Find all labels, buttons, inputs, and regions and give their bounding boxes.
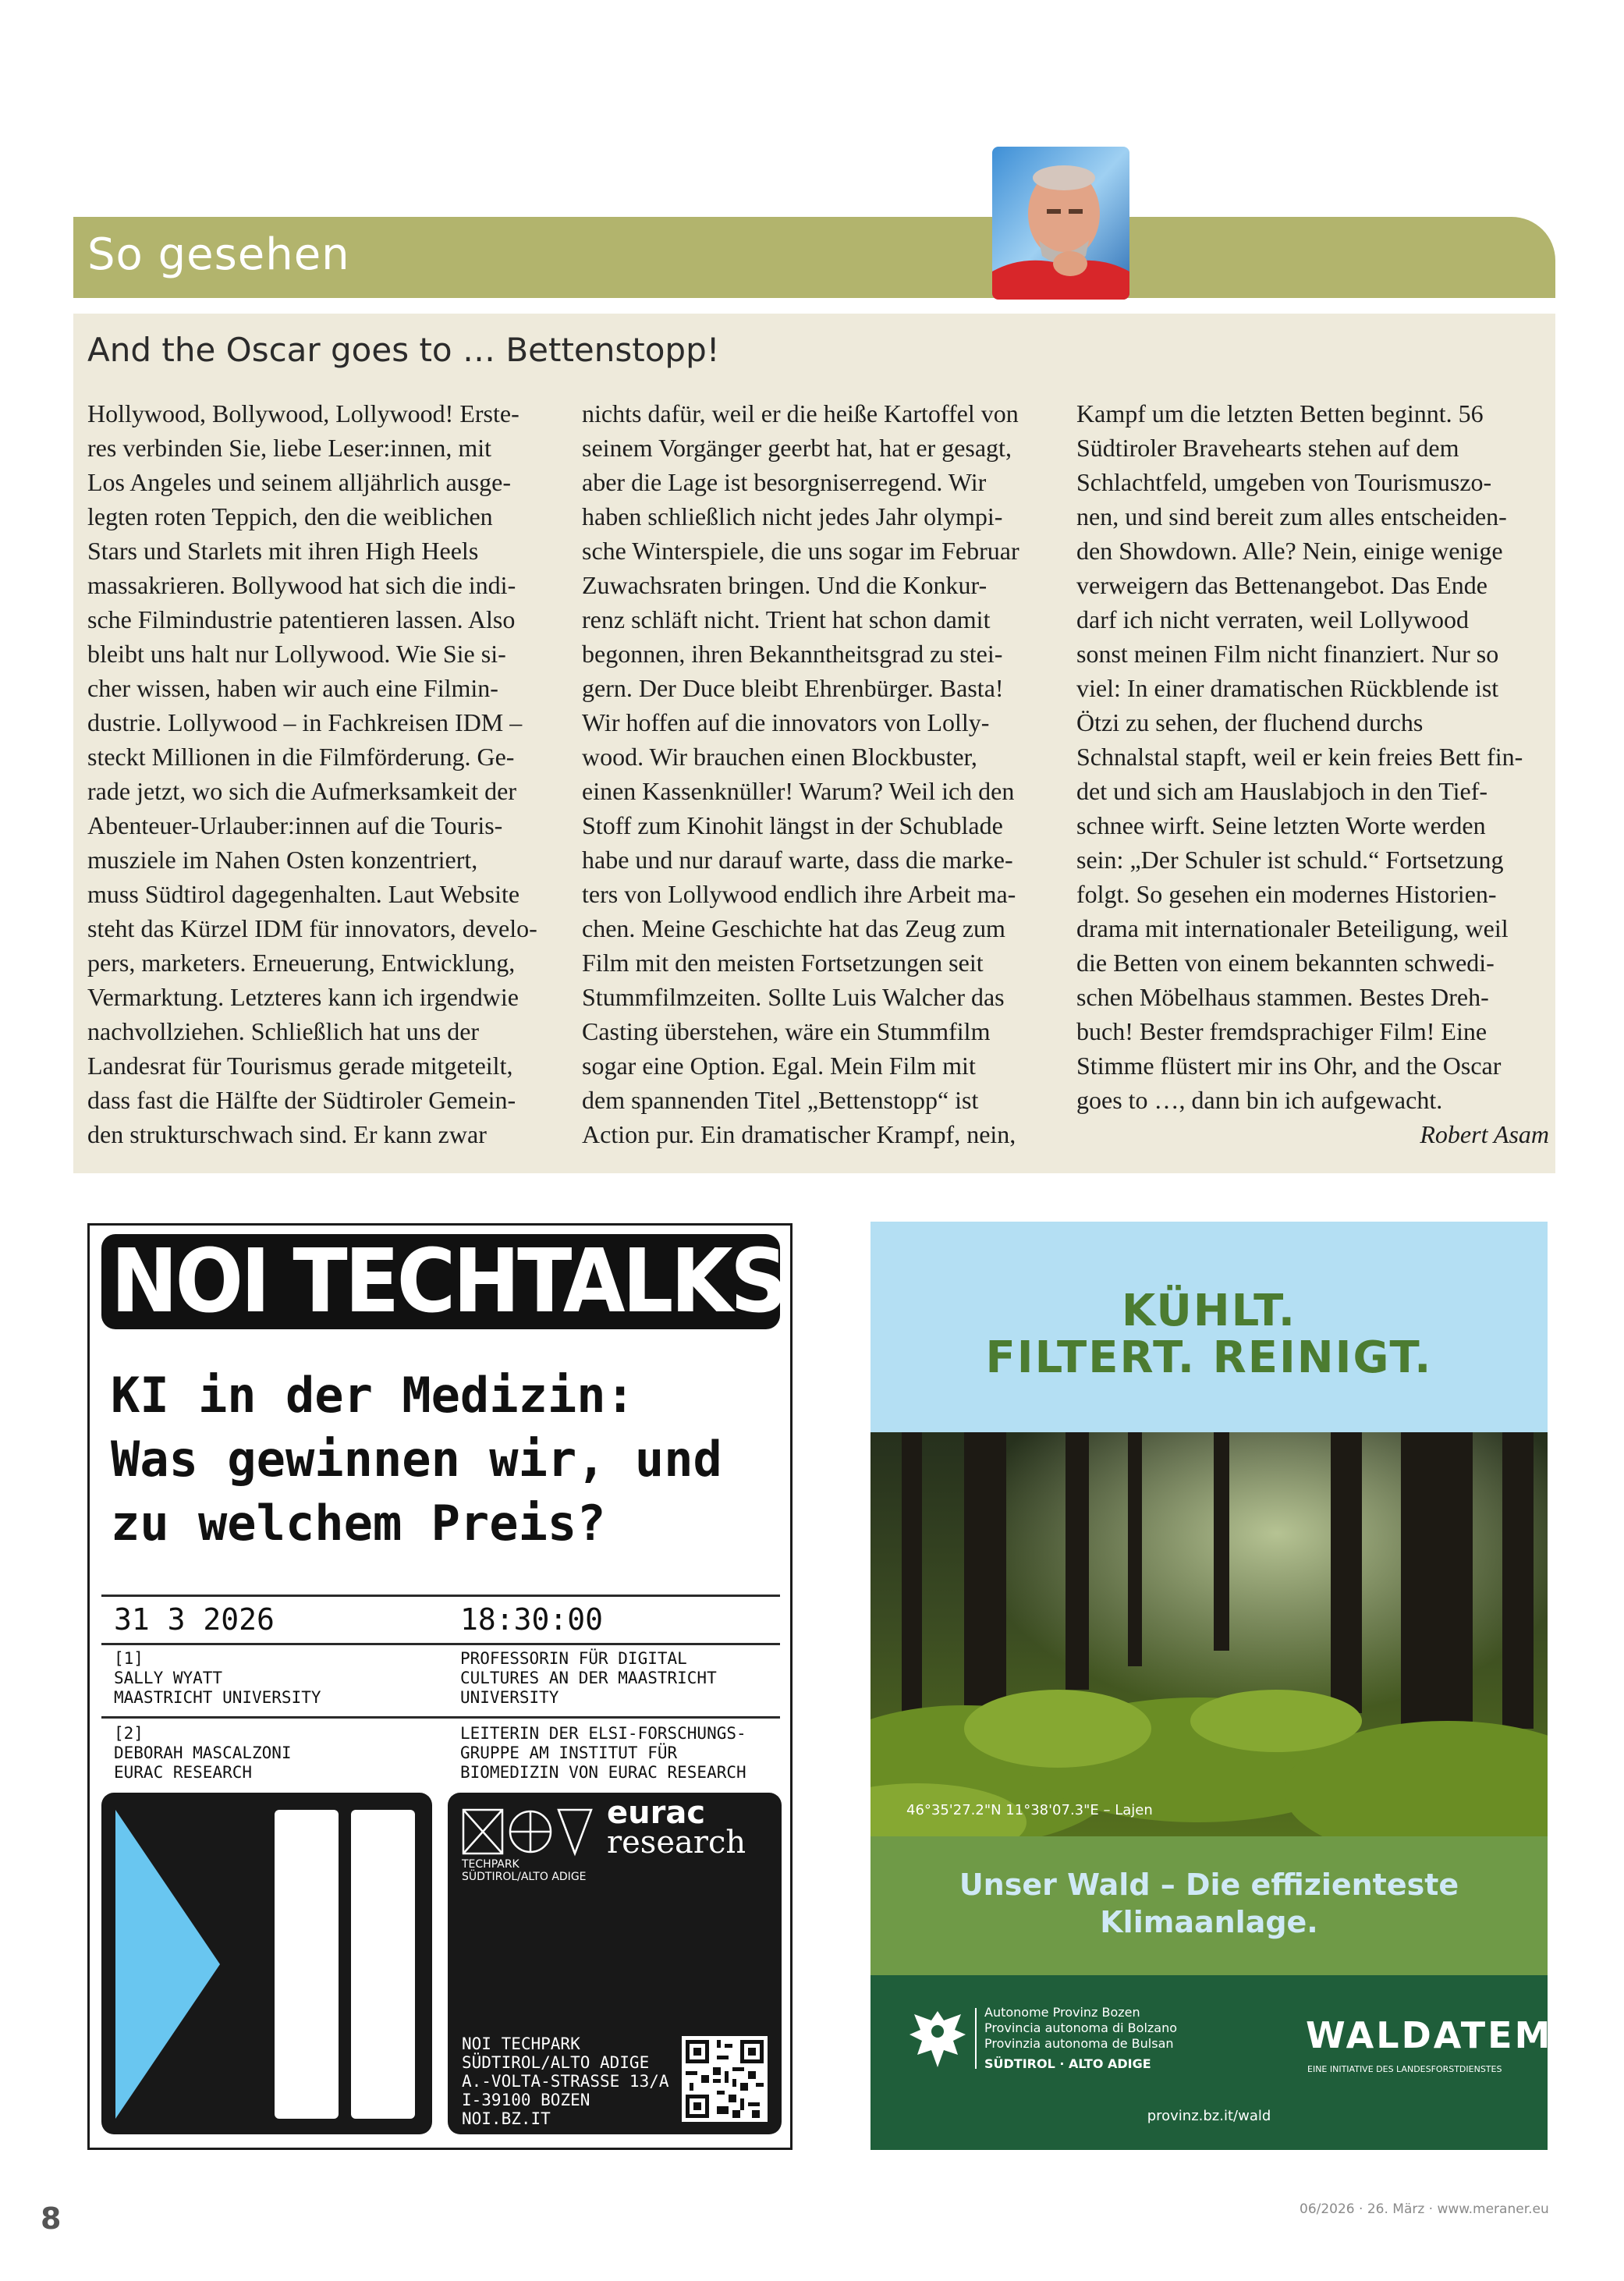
address-line: I-39100 BOZEN bbox=[462, 2091, 590, 2109]
techpark-label bbox=[462, 1858, 587, 1883]
text-line: pers, marketers. Erneuerung, Entwicklung, bbox=[87, 949, 516, 977]
text-line: ters von Lollywood endlich ihre Arbeit ma- bbox=[582, 880, 1016, 908]
qr-code-icon bbox=[682, 2036, 768, 2125]
noi-title: NOI TECHTALKS bbox=[111, 1231, 785, 1332]
text-line: steht das Kürzel IDM für innovators, develo- bbox=[87, 914, 537, 942]
address-line: SÜDTIROL/ALTO ADIGE bbox=[462, 2053, 650, 2072]
techpark-label-line: SÜDTIROL/ALTO ADIGE bbox=[462, 1871, 587, 1883]
text-line: wood. Wir brauchen einen Blockbuster, bbox=[582, 743, 977, 771]
divider bbox=[101, 1716, 780, 1719]
page-number: 8 bbox=[41, 2201, 62, 2236]
text-line: nichts dafür, weil er die heiße Kartoffel von bbox=[582, 399, 1019, 427]
speaker-1 bbox=[114, 1649, 321, 1708]
divider bbox=[101, 1595, 780, 1597]
noi-question-line: KI in der Medizin: bbox=[111, 1367, 635, 1424]
text-line: die Betten von einem bekannten schwedi- bbox=[1076, 949, 1495, 977]
text-line: massakrieren. Bollywood hat sich die indi- bbox=[87, 571, 516, 599]
province-name-line: Provincia autonoma di Bolzano bbox=[984, 2020, 1178, 2035]
speaker-name: DEBORAH MASCALZONI bbox=[114, 1744, 292, 1762]
address-line: NOI.BZ.IT bbox=[462, 2109, 551, 2128]
text-line: det und sich am Hauslabjoch in den Tief- bbox=[1076, 777, 1488, 805]
article-column-1 bbox=[87, 396, 560, 1151]
forest-headline-line: FILTERT. REINIGT. bbox=[985, 1332, 1433, 1383]
text-line: dustrie. Lollywood – in Fachkreisen IDM – bbox=[87, 708, 523, 736]
text-line: Stars und Starlets mit ihren High Heels bbox=[87, 537, 479, 565]
column-title: So gesehen bbox=[87, 229, 350, 280]
text-line: gern. Der Duce bleibt Ehrenbürger. Basta! bbox=[582, 674, 1004, 702]
text-line: Casting überstehen, wäre ein Stummfilm bbox=[582, 1017, 991, 1045]
eurac-logo-bottom: research bbox=[607, 1825, 746, 1861]
waldatem-tagline: EINE INITIATIVE DES LANDESFORSTDIENSTES bbox=[1307, 2064, 1502, 2074]
divider bbox=[101, 1643, 780, 1645]
text-line: darf ich nicht verraten, weil Lollywood bbox=[1076, 605, 1469, 633]
play-icon bbox=[115, 1810, 220, 2119]
speaker-org: MAASTRICHT UNIVERSITY bbox=[114, 1688, 321, 1707]
text-line: Wir hoffen auf die innovators von Lolly- bbox=[582, 708, 990, 736]
text-line: Südtiroler Bravehearts stehen auf dem bbox=[1076, 434, 1459, 462]
role-line: UNIVERSITY bbox=[460, 1688, 559, 1707]
speaker-name: SALLY WYATT bbox=[114, 1669, 223, 1687]
province-url: provinz.bz.it/wald bbox=[1147, 2108, 1271, 2124]
pause-bar-left-icon bbox=[275, 1810, 339, 2119]
text-line: aber die Lage ist besorgniserregend. Wir bbox=[582, 468, 987, 496]
text-line: legten roten Teppich, den die weiblichen bbox=[87, 502, 493, 530]
author-byline: Robert Asam bbox=[1420, 1120, 1549, 1148]
text-line: sogar eine Option. Egal. Mein Film mit bbox=[582, 1052, 976, 1080]
text-line: haben schließlich nicht jedes Jahr olympi- bbox=[582, 502, 1003, 530]
eurac-logo-top: eurac bbox=[607, 1795, 706, 1831]
text-line: musziele im Nahen Osten konzentriert, bbox=[87, 846, 478, 874]
text-line: schen Möbelhaus stammen. Bestes Dreh- bbox=[1076, 983, 1489, 1011]
role-line: BIOMEDIZIN VON EURAC RESEARCH bbox=[460, 1763, 746, 1782]
event-time: 18:30:00 bbox=[460, 1602, 604, 1637]
role-line: GRUPPE AM INSTITUT FÜR bbox=[460, 1744, 678, 1762]
text-line: sche Filmindustrie patentieren lassen. Also bbox=[87, 605, 516, 633]
photo-coordinates: 46°35'27.2"N 11°38'07.3"E – Lajen bbox=[906, 1802, 1153, 1818]
text-line: buch! Bester fremdsprachiger Film! Eine bbox=[1076, 1017, 1487, 1045]
role-line: CULTURES AN DER MAASTRICHT bbox=[460, 1669, 717, 1687]
article-headline: And the Oscar goes to … Bettenstopp! bbox=[87, 331, 720, 369]
footer-info: 06/2026 · 26. März · www.meraner.eu bbox=[1300, 2201, 1549, 2217]
role-line: LEITERIN DER ELSI-FORSCHUNGS- bbox=[460, 1724, 746, 1743]
address-line: NOI TECHPARK bbox=[462, 2034, 580, 2053]
text-line: res verbinden Sie, liebe Leser:innen, mit bbox=[87, 434, 492, 462]
forest-headline-line: KÜHLT. bbox=[1121, 1286, 1297, 1336]
pause-bar-right-icon bbox=[351, 1810, 415, 2119]
text-line: Hollywood, Bollywood, Lollywood! Erste- bbox=[87, 399, 519, 427]
waldatem-logo: WALDATEM bbox=[1306, 2014, 1553, 2056]
article-column-2 bbox=[582, 396, 1055, 1151]
text-line: nen, und sind bereit zum alles entscheiden- bbox=[1076, 502, 1507, 530]
noi-question-line: zu welchem Preis? bbox=[111, 1495, 606, 1552]
forest-slogan-line: Unser Wald – Die effizienteste bbox=[959, 1868, 1459, 1902]
text-line: Stimme flüstert mir ins Ohr, and the Oscar bbox=[1076, 1052, 1502, 1080]
text-line: muss Südtirol dagegenhalten. Laut Website bbox=[87, 880, 520, 908]
text-line: dass fast die Hälfte der Südtiroler Gemein- bbox=[87, 1086, 516, 1114]
text-line: bleibt uns halt nur Lollywood. Wie Sie si- bbox=[87, 640, 506, 668]
text-line: Stummfilmzeiten. Sollte Luis Walcher das bbox=[582, 983, 1005, 1011]
text-line: sche Winterspiele, die uns sogar im Februar bbox=[582, 537, 1019, 565]
text-line: dem spannenden Titel „Bettenstopp“ ist bbox=[582, 1086, 979, 1114]
text-line: Abenteuer-Urlauber:innen auf die Touris- bbox=[87, 811, 503, 839]
text-line: steckt Millionen in die Filmförderung. Ge- bbox=[87, 743, 515, 771]
text-line: sein: „Der Schuler ist schuld.“ Fortsetzung bbox=[1076, 846, 1504, 874]
text-line: folgt. So gesehen ein modernes Historien- bbox=[1076, 880, 1497, 908]
text-line: seinem Vorgänger geerbt hat, hat er gesagt, bbox=[582, 434, 1012, 462]
speaker-index: [2] bbox=[114, 1724, 144, 1743]
text-line: den Showdown. Alle? Nein, einige wenige bbox=[1076, 537, 1503, 565]
text-line: Ötzi zu sehen, der fluchend durchs bbox=[1076, 708, 1424, 736]
text-line: Zuwachsraten bringen. Und die Konkur- bbox=[582, 571, 988, 599]
text-line: cher wissen, haben wir auch eine Filmin- bbox=[87, 674, 498, 702]
text-line: Film mit den meisten Fortsetzungen seit bbox=[582, 949, 984, 977]
forest-slogan-line: Klimaanlage. bbox=[1100, 1905, 1318, 1939]
author-portrait bbox=[992, 147, 1129, 300]
text-line: rade jetzt, wo sich die Aufmerksamkeit der bbox=[87, 777, 517, 805]
province-names bbox=[984, 2005, 1177, 2072]
noi-question-line: Was gewinnen wir, und bbox=[111, 1431, 722, 1488]
text-line: habe und nur darauf warte, dass die marke- bbox=[582, 846, 1013, 874]
text-line: nachvollziehen. Schließlich hat uns der bbox=[87, 1017, 480, 1045]
province-region: SÜDTIROL · ALTO ADIGE bbox=[984, 2056, 1151, 2071]
speaker-1-role bbox=[460, 1649, 717, 1708]
text-line: Landesrat für Tourismus gerade mitgeteilt, bbox=[87, 1052, 513, 1080]
speaker-index: [1] bbox=[114, 1649, 144, 1668]
text-line: Schlachtfeld, umgeben von Tourismuszo- bbox=[1076, 468, 1492, 496]
text-line: Vermarktung. Letzteres kann ich irgendwie bbox=[87, 983, 519, 1011]
forest-photo bbox=[871, 1432, 1548, 1836]
province-name-line: Provinzia autonoma de Bulsan bbox=[984, 2036, 1174, 2051]
noi-logo-icon bbox=[462, 1808, 594, 1860]
address-line: A.-VOLTA-STRASSE 13/A bbox=[462, 2072, 669, 2091]
text-line: renz schläft nicht. Trient hat schon damit bbox=[582, 605, 991, 633]
techpark-label-line: TECHPARK bbox=[462, 1858, 519, 1871]
text-line: chen. Meine Geschichte hat das Zeug zum bbox=[582, 914, 1005, 942]
text-line: den strukturschwach sind. Er kann zwar bbox=[87, 1120, 487, 1148]
text-line: begonnen, ihren Bekanntheitsgrad zu stei- bbox=[582, 640, 1003, 668]
noi-address bbox=[462, 2034, 669, 2128]
eagle-crest-icon bbox=[906, 2006, 969, 2073]
play-pause-graphic bbox=[101, 1793, 432, 2134]
text-line: Schnalstal stapft, weil er kein freies Bett fin- bbox=[1076, 743, 1523, 771]
text-line: goes to …, dann bin ich aufgewacht. bbox=[1076, 1086, 1443, 1114]
speaker-2 bbox=[114, 1724, 292, 1783]
text-line: schnee wirft. Seine letzten Worte werden bbox=[1076, 811, 1486, 839]
text-line: einen Kassenknüller! Warum? Weil ich den bbox=[582, 777, 1015, 805]
text-line: Kampf um die letzten Betten beginnt. 56 bbox=[1076, 399, 1484, 427]
role-line: PROFESSORIN FÜR DIGITAL bbox=[460, 1649, 687, 1668]
article-column-3 bbox=[1076, 396, 1549, 1151]
text-line: viel: In einer dramatischen Rückblende ist bbox=[1076, 674, 1499, 702]
speaker-org: EURAC RESEARCH bbox=[114, 1763, 253, 1782]
province-name-line: Autonome Provinz Bozen bbox=[984, 2005, 1140, 2020]
text-line: Los Angeles und seinem alljährlich ausge- bbox=[87, 468, 511, 496]
text-line: verweigern das Bettenangebot. Das Ende bbox=[1076, 571, 1487, 599]
speaker-2-role bbox=[460, 1724, 746, 1783]
crest-divider bbox=[975, 2008, 977, 2069]
text-line: sonst meinen Film nicht finanziert. Nur so bbox=[1076, 640, 1499, 668]
text-line: Action pur. Ein dramatischer Krampf, nein, bbox=[582, 1120, 1016, 1148]
text-line: drama mit internationaler Beteiligung, weil bbox=[1076, 914, 1509, 942]
event-date: 31 3 2026 bbox=[114, 1602, 275, 1637]
text-line: Stoff zum Kinohit längst in der Schublade bbox=[582, 811, 1003, 839]
